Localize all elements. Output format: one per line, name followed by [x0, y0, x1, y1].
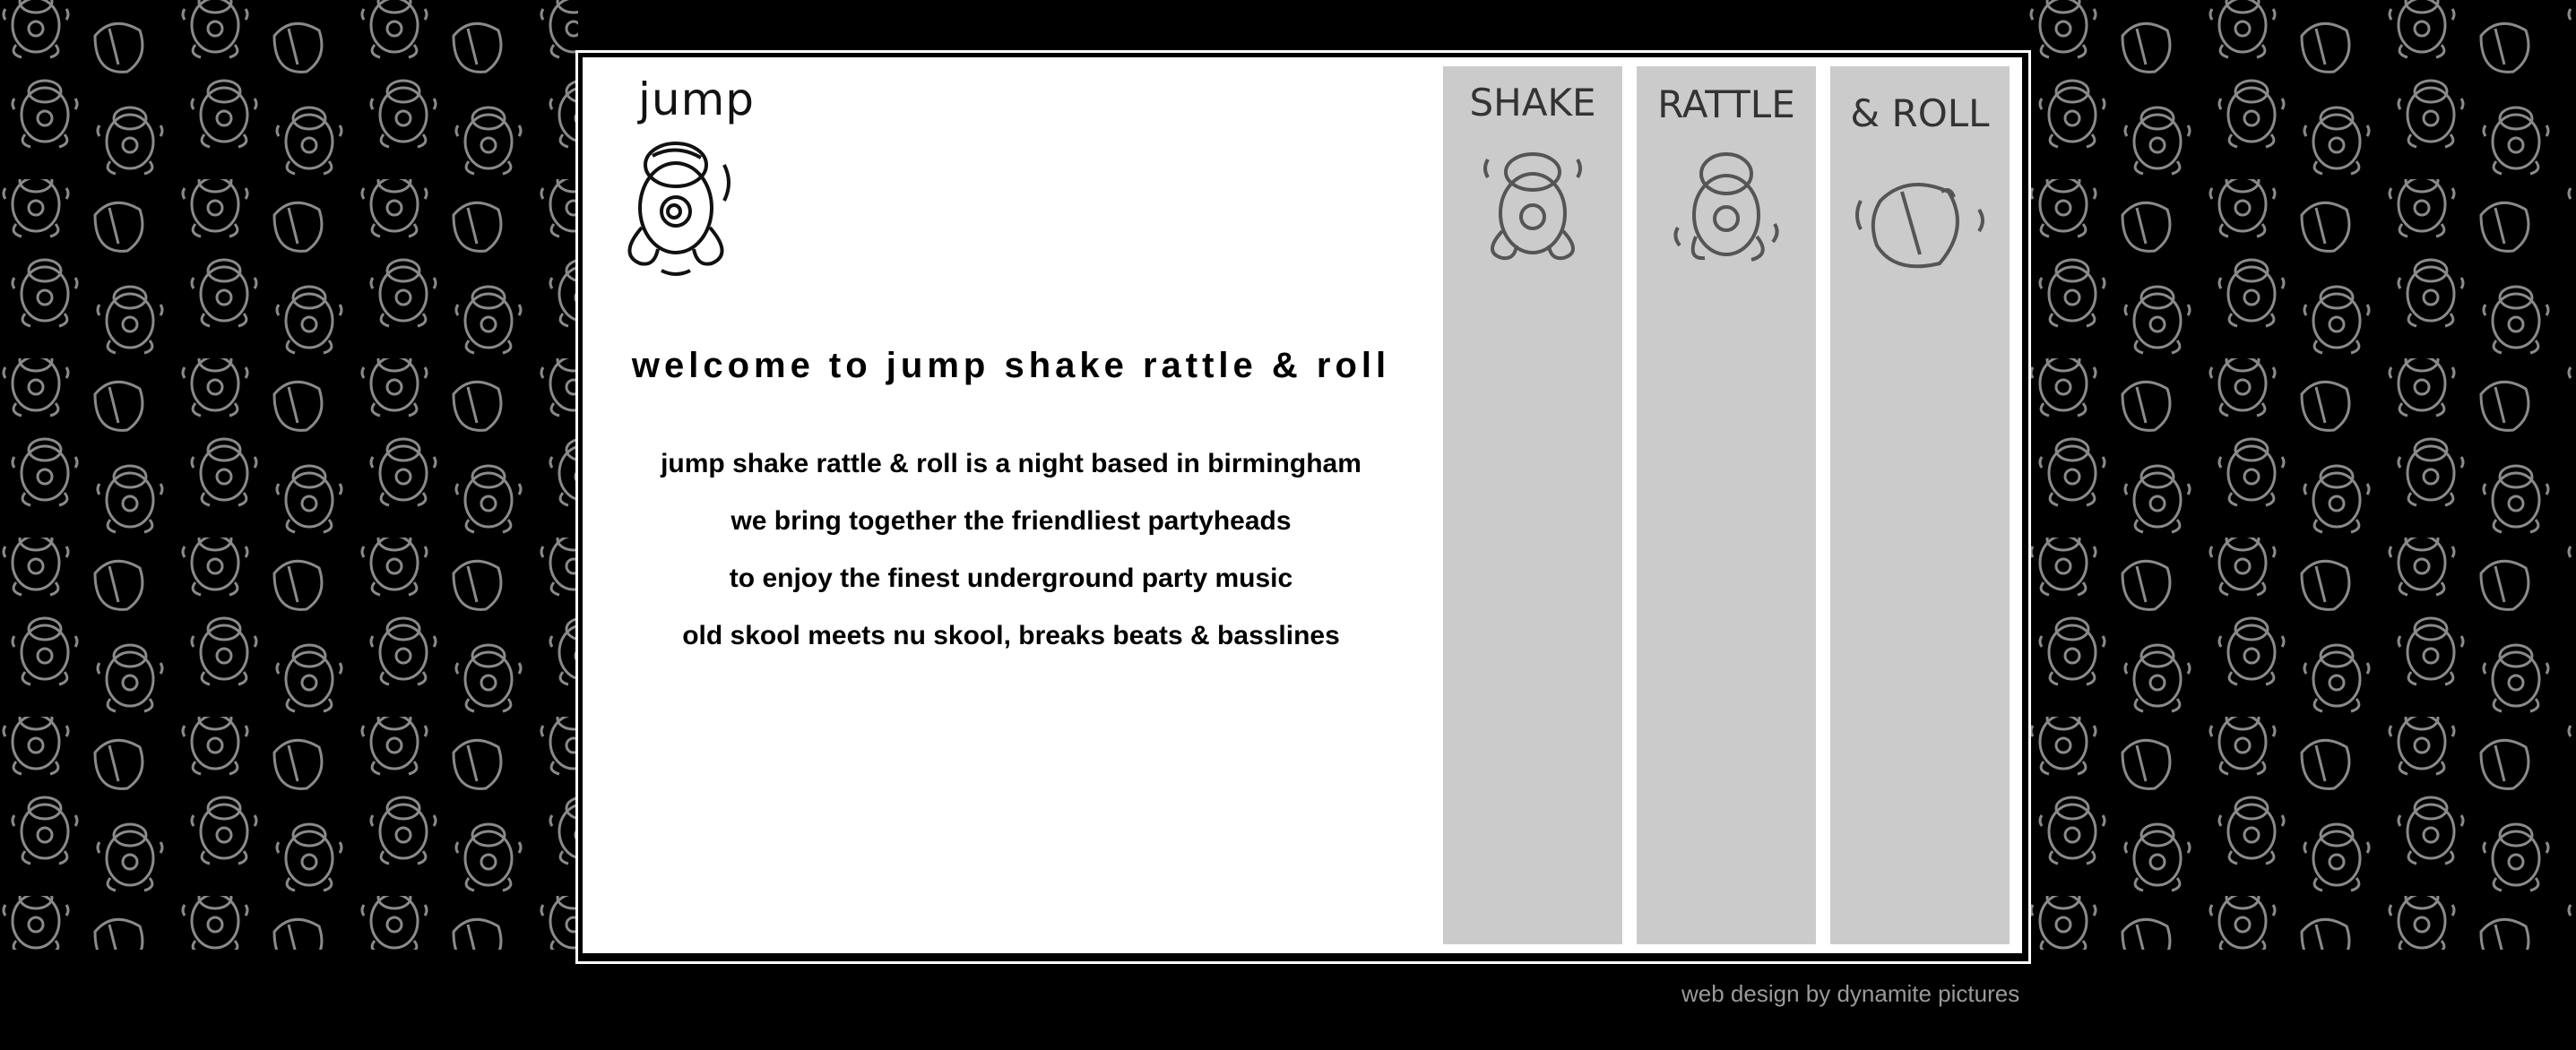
- dancing-character-icon: [1470, 142, 1595, 285]
- intro-line: jump shake rattle & roll is a night based in birmingham: [661, 449, 1361, 478]
- intro-line: we bring together the friendliest partyheads: [730, 506, 1292, 536]
- nav-column-roll[interactable]: [1830, 66, 2010, 944]
- nav-label-roll: & ROLL: [1850, 91, 1990, 135]
- intro-line: old skool meets nu skool, breaks beats & basslines: [682, 621, 1340, 650]
- site-logo[interactable]: [617, 73, 760, 288]
- nav-column-shake[interactable]: [1443, 66, 1622, 944]
- intro-text: [583, 435, 1439, 665]
- cartoon-pattern-icon: [2027, 0, 2576, 950]
- dancing-character-icon: [1664, 138, 1789, 290]
- footer-credit[interactable]: web design by dynamite pictures: [1681, 980, 2020, 1007]
- rolling-character-icon: [1848, 165, 1992, 299]
- cartoon-pattern-icon: [0, 0, 578, 950]
- content-panel: [583, 57, 2022, 953]
- intro-line: to enjoy the finest underground party music: [729, 564, 1293, 593]
- jumping-character-icon: [617, 129, 742, 281]
- background-pattern-right: [2027, 0, 2576, 950]
- background-pattern-left: [0, 0, 578, 950]
- logo-text: jump: [638, 73, 756, 125]
- nav-label-rattle: RATTLE: [1657, 82, 1795, 126]
- nav-label-shake: SHAKE: [1469, 81, 1596, 125]
- page-title: welcome to jump shake rattle & roll: [631, 346, 1391, 385]
- nav-column-rattle[interactable]: [1637, 66, 1816, 944]
